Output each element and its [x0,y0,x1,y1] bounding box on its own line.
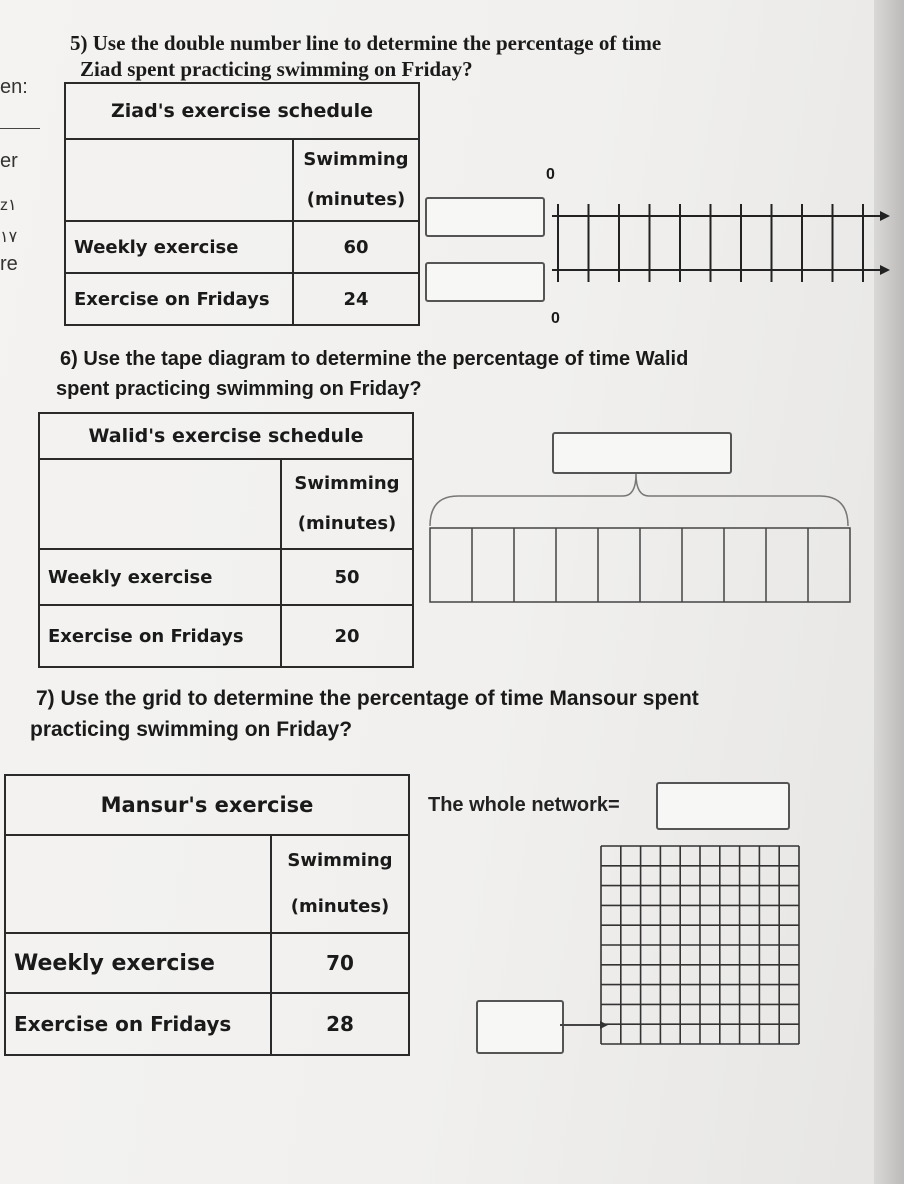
row-label: Exercise on Fridays [39,605,281,667]
double-number-line [550,200,895,290]
hundred-grid [600,845,800,1045]
q5-line-2: Ziad spent practicing swimming on Friday? [80,57,473,81]
table-empty-cell [5,835,271,933]
whole-network-answer-box[interactable] [656,782,790,830]
answer-box-top[interactable] [425,197,545,237]
row-value: 24 [293,273,419,325]
row-value: 50 [281,549,413,605]
whole-network-label: The whole network= [428,794,620,816]
row-label: Weekly exercise [5,933,271,993]
edge-fragment: z١ [0,197,17,214]
row-value: 60 [293,221,419,273]
column-header: Swimming (minutes) [293,139,419,221]
column-header: Swimming (minutes) [281,459,413,549]
table-title: Mansur's exercise [5,775,409,835]
edge-fragment: ١٧ [0,229,18,246]
table-title: Ziad's exercise schedule [65,83,419,139]
edge-rule [0,128,40,129]
grid-answer-box[interactable] [476,1000,564,1054]
number-line-bottom-zero: 0 [551,310,560,327]
ziad-schedule-table [64,82,420,326]
mansur-schedule-table [4,774,410,1056]
answer-box-bottom[interactable] [425,262,545,302]
row-value: 20 [281,605,413,667]
row-label: Exercise on Fridays [65,273,293,325]
tape-answer-box[interactable] [552,432,732,474]
row-label: Weekly exercise [65,221,293,273]
page-edge-shadow [874,0,904,1184]
edge-fragment: re [0,253,18,275]
row-label: Weekly exercise [39,549,281,605]
q5-line-1: 5) Use the double number line to determine the percentage of time [70,31,662,55]
edge-fragment: er [0,150,18,172]
q6-line-2: spent practicing swimming on Friday? [56,378,422,400]
walid-schedule-table [38,412,414,668]
table-empty-cell [39,459,281,549]
row-label: Exercise on Fridays [5,993,271,1055]
number-line-top-zero: 0 [546,166,555,183]
column-header: Swimming (minutes) [271,835,409,933]
q7-line-1: 7) Use the grid to determine the percentage of time Mansour spent [36,687,699,710]
edge-fragment: en: [0,76,28,98]
tape-diagram [428,470,854,608]
row-value: 70 [271,933,409,993]
q7-line-2: practicing swimming on Friday? [30,718,353,741]
table-title: Walid's exercise schedule [39,413,413,459]
row-value: 28 [271,993,409,1055]
table-empty-cell [65,139,293,221]
q6-line-1: 6) Use the tape diagram to determine the percentage of time Walid [60,348,689,370]
